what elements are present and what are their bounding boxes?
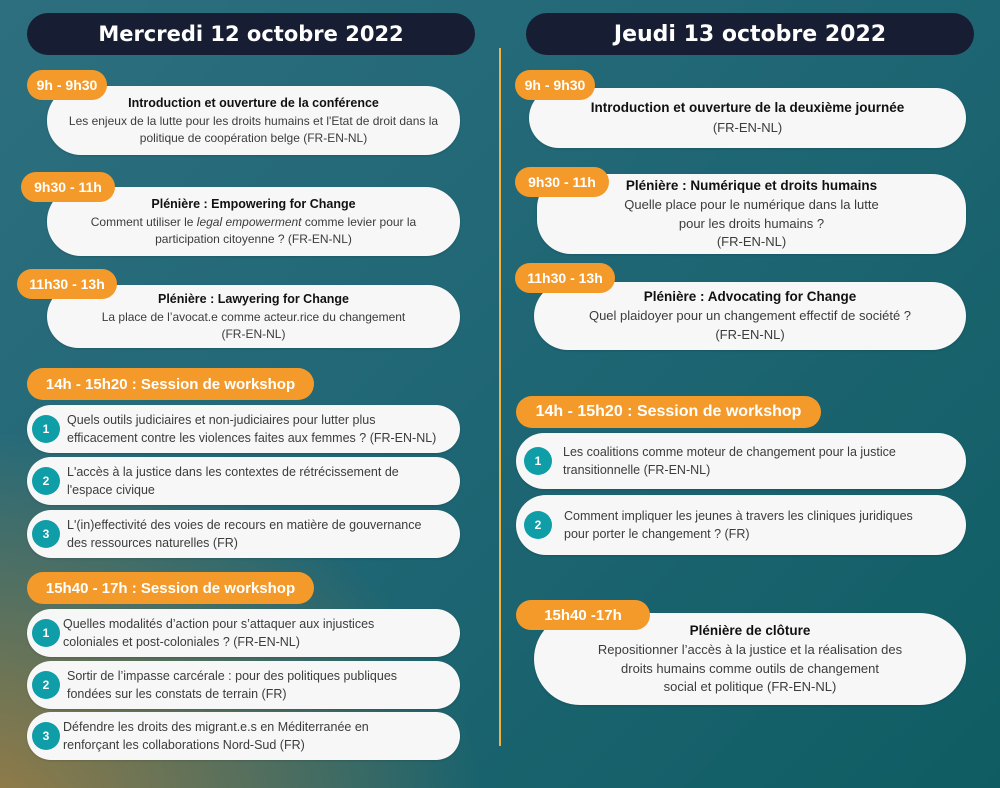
workshop-text: Les coalitions comme moteur de changement pour la justice transitionnelle (FR-EN-NL) [563, 445, 896, 477]
workshop-item [27, 712, 460, 760]
number-badge: 1 [32, 415, 60, 443]
workshop-item [27, 405, 460, 453]
day2-session-1 [529, 88, 966, 148]
number-badge: 2 [32, 671, 60, 699]
day1-session-1 [47, 86, 460, 155]
session-desc: Quelle place pour le numérique dans la lutte pour les droits humains ? (FR-EN-NL) [624, 197, 879, 249]
day1-workshop1-label: 14h - 15h20 : Session de workshop [27, 368, 314, 400]
number-badge: 2 [32, 467, 60, 495]
workshop-text: Défendre les droits des migrant.e.s en Méditerranée en renforçant les collaborations Nord-Sud (FR) [63, 720, 369, 752]
workshop-text: L'(in)effectivité des voies de recours en matière de gouvernance des ressources naturelles (FR) [67, 518, 422, 550]
number-badge: 1 [524, 447, 552, 475]
workshop-item [27, 510, 460, 558]
column-divider [499, 48, 501, 746]
workshop-text: Comment impliquer les jeunes à travers les cliniques juridiques pour porter le changement ? (FR) [564, 509, 913, 541]
session-title: Plénière de clôture [689, 622, 811, 638]
number-badge: 2 [524, 511, 552, 539]
workshop-text: Quels outils judiciaires et non-judiciaires pour lutter plus efficacement contre les violences faites aux femmes ? (FR-EN-NL) [67, 413, 437, 445]
day1-header: Mercredi 12 octobre 2022 [27, 13, 475, 55]
session-desc: Comment utiliser le legal empowerment comme levier pour la participation citoyenne ? (FR-EN-NL) [90, 214, 417, 246]
day2-closing-time: 15h40 -17h [516, 600, 650, 630]
workshop-item [516, 433, 966, 489]
day2-time-3: 11h30 - 13h [515, 263, 615, 293]
day1-time-1: 9h - 9h30 [27, 70, 107, 100]
day2-header: Jeudi 13 octobre 2022 [526, 13, 974, 55]
session-desc: Les enjeux de la lutte pour les droits humains et l'Etat de droit dans la politique de coopération belge (FR-EN-NL) [68, 113, 439, 145]
number-badge: 3 [32, 722, 60, 750]
workshop-text: Quelles modalités d’action pour s’attaquer aux injustices coloniales et post-coloniales ? (FR-EN-NL) [63, 617, 375, 649]
workshop-text: L'accès à la justice dans les contextes de rétrécissement de l'espace civique [67, 465, 399, 497]
session-title: Introduction et ouverture de la conférence [128, 95, 379, 110]
session-desc: Repositionner l’accès à la justice et la réalisation des droits humains comme outils de changement social et politique (FR-EN-NL) [597, 642, 903, 694]
number-badge: 1 [32, 619, 60, 647]
workshop-text: Sortir de l’impasse carcérale : pour des politiques publiques fondées sur les constats de terrain (FR) [67, 669, 398, 701]
day2-time-1: 9h - 9h30 [515, 70, 595, 100]
session-title: Plénière : Lawyering for Change [157, 291, 349, 306]
workshop-item [27, 457, 460, 505]
number-badge: 3 [32, 520, 60, 548]
workshop-item [516, 495, 966, 555]
day2-workshop1-label: 14h - 15h20 : Session de workshop [516, 396, 821, 428]
day1-workshop2-label: 15h40 - 17h : Session de workshop [27, 572, 314, 604]
day2-time-2: 9h30 - 11h [515, 167, 609, 197]
session-desc: Quel plaidoyer pour un changement effectif de société ? (FR-EN-NL) [588, 308, 912, 342]
session-desc: (FR-EN-NL) [712, 119, 783, 135]
session-title: Plénière : Advocating for Change [643, 288, 857, 304]
workshop-item [27, 609, 460, 657]
session-title: Plénière : Empowering for Change [151, 196, 356, 211]
session-title: Plénière : Numérique et droits humains [625, 177, 878, 193]
day1-time-3: 11h30 - 13h [17, 269, 117, 299]
session-title: Introduction et ouverture de la deuxième journée [590, 100, 905, 115]
workshop-item [27, 661, 460, 709]
day1-time-2: 9h30 - 11h [21, 172, 115, 202]
session-desc: La place de l’avocat.e comme acteur.rice du changement (FR-EN-NL) [101, 309, 406, 341]
